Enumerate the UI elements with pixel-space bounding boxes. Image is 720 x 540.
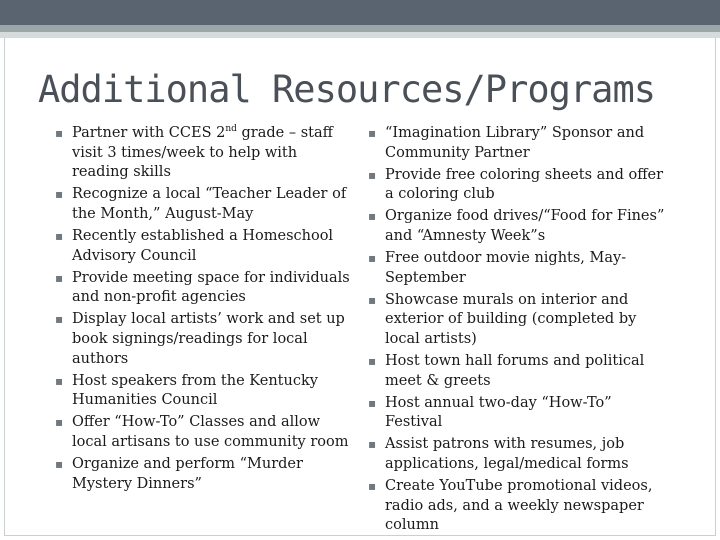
list-item <box>365 435 665 474</box>
list-item <box>365 394 665 433</box>
list-item <box>365 352 665 391</box>
list-item-text: Host town hall forums and political meet & greets <box>385 353 645 389</box>
list-item <box>52 185 352 224</box>
list-item <box>365 124 665 163</box>
list-item <box>52 372 352 411</box>
square-bullet-icon: ▪ <box>368 395 377 410</box>
square-bullet-icon: ▪ <box>368 251 377 266</box>
right-bullet-list <box>365 124 665 536</box>
square-bullet-icon: ▪ <box>368 292 377 307</box>
top-banner <box>0 0 720 25</box>
square-bullet-icon: ▪ <box>368 126 377 140</box>
list-item-superscript: nd <box>225 124 237 135</box>
square-bullet-icon: ▪ <box>55 457 64 471</box>
square-bullet-icon: ▪ <box>368 167 377 182</box>
list-item <box>365 166 665 205</box>
top-banner-accent <box>0 25 720 32</box>
square-bullet-icon: ▪ <box>55 373 64 388</box>
list-item <box>365 477 665 536</box>
list-item <box>365 291 665 350</box>
list-item-text: Provide meeting space for individuals and non-profit agencies <box>72 269 350 306</box>
list-item-text: Showcase murals on interior and exterior of building (completed by local artists) <box>385 291 637 347</box>
list-item <box>52 124 352 183</box>
list-item <box>52 413 352 452</box>
square-bullet-icon: ▪ <box>55 270 64 285</box>
list-item-text: Partner with CCES 2 <box>72 125 226 141</box>
square-bullet-icon: ▪ <box>55 126 64 140</box>
list-item <box>365 249 665 288</box>
list-item-text: Organize food drives/“Food for Fines” and “Amnesty Week”s <box>385 208 665 244</box>
square-bullet-icon: ▪ <box>55 312 64 327</box>
slide-title: Additional Resources/Programs <box>38 68 656 111</box>
list-item <box>365 207 665 246</box>
list-item-text: Assist patrons with resumes, job applications, legal/medical forms <box>385 436 629 472</box>
square-bullet-icon: ▪ <box>368 479 377 494</box>
list-item-text: grade – staff visit 3 times/week to help with reading skills <box>72 125 333 181</box>
list-item-text: Free outdoor movie nights, May-September <box>385 250 627 286</box>
list-item-text: “Imagination Library” Sponsor and Community Partner <box>385 125 645 161</box>
square-bullet-icon: ▪ <box>368 354 377 369</box>
square-bullet-icon: ▪ <box>55 187 64 202</box>
left-column <box>52 124 352 497</box>
list-item <box>52 269 352 308</box>
square-bullet-icon: ▪ <box>55 415 64 430</box>
list-item <box>52 227 352 266</box>
left-bullet-list <box>52 124 352 494</box>
square-bullet-icon: ▪ <box>55 228 64 243</box>
list-item-text: Host speakers from the Kentucky Humanities Council <box>72 372 318 409</box>
list-item-text: Provide free coloring sheets and offer a coloring club <box>385 166 664 203</box>
list-item-text: Recently established a Homeschool Advisory Council <box>72 227 334 264</box>
right-column <box>365 124 665 538</box>
square-bullet-icon: ▪ <box>368 437 377 452</box>
list-item-text: Organize and perform “Murder Mystery Dinners” <box>72 456 303 492</box>
list-item-text: Create YouTube promotional videos, radio ads, and a weekly newspaper column <box>385 478 653 534</box>
list-item <box>52 310 352 369</box>
list-item-text: Offer “How-To” Classes and allow local artisans to use community room <box>72 414 349 450</box>
list-item-text: Recognize a local “Teacher Leader of the Month,” August-May <box>72 186 347 222</box>
list-item-text: Host annual two-day “How-To” Festival <box>385 394 612 431</box>
square-bullet-icon: ▪ <box>368 209 377 224</box>
list-item <box>52 455 352 494</box>
list-item-text: Display local artists’ work and set up book signings/readings for local authors <box>72 311 345 367</box>
